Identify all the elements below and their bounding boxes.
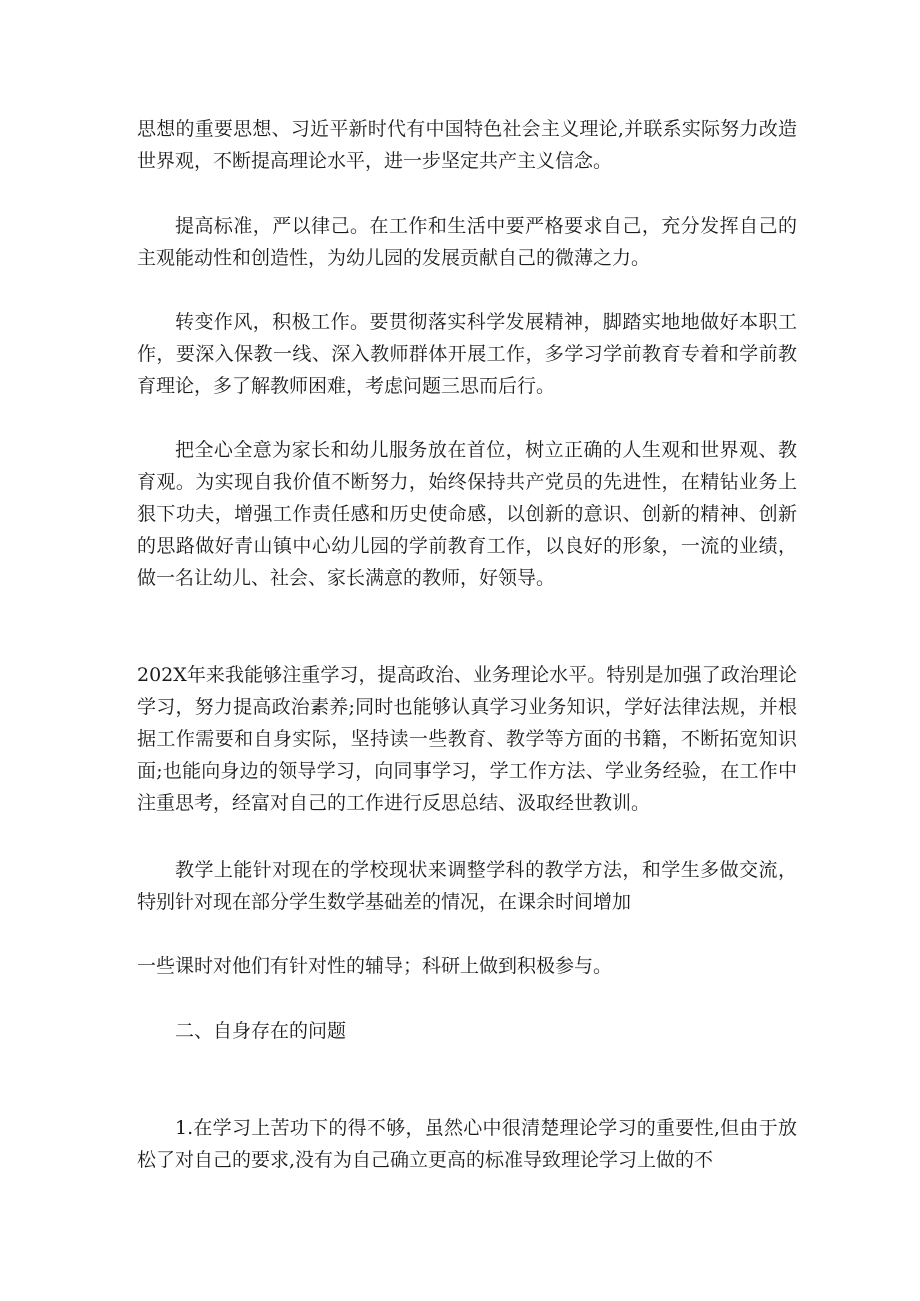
paragraph-7: 一些课时对他们有针对性的辅导；科研上做到积极参与。 bbox=[137, 955, 613, 977]
paragraph-4: 把全心全意为家长和幼儿服务放在首位，树立正确的人生观和世界观、教育观。为实现自我价值不断努力，始终保持共产党员的先进性，在精钻业务上狠下功夫，增强工作责任感和历史使命感，以创新的意识、创新的精神、创新的思路做好青山镇中心幼儿园的学前教育工作，以良好的形象，一流的业绩，做一名让幼儿、社会、家长满意的教师，好领导。 bbox=[137, 439, 797, 589]
paragraph-6: 教学上能针对现在的学校现状来调整学科的教学方法，和学生多做交流，特别针对现在部分学生数学基础差的情况，在课余时间增加 bbox=[137, 859, 797, 913]
section-heading: 二、自身存在的问题 bbox=[175, 1020, 347, 1042]
paragraph-2: 提高标准，严以律己。在工作和生活中要严格要求自己，充分发挥自己的主观能动性和创造性，为幼儿园的发展贡献自己的微薄之力。 bbox=[137, 215, 797, 269]
paragraph-1: 思想的重要思想、习近平新时代有中国特色社会主义理论,并联系实际努力改造世界观，不断提高理论水平，进一步坚定共产主义信念。 bbox=[137, 118, 797, 172]
paragraph-3: 转变作风，积极工作。要贯彻落实科学发展精神，脚踏实地地做好本职工作，要深入保教一线、深入教师群体开展工作，多学习学前教育专着和学前教育理论，多了解教师困难，考虑问题三思而后行。 bbox=[137, 311, 797, 397]
paragraph-5: 202X年来我能够注重学习，提高政治、业务理论水平。特别是加强了政治理论学习，努力提高政治素养;同时也能够认真学习业务知识，学好法律法规，并根据工作需要和自身实际，坚持读一些教育、教学等方面的书籍，不断拓宽知识面;也能向身边的领导学习，向同事学习，学工作方法、学业务经验，在工作中注重思考，经富对自己的工作进行反思总结、汲取经世教训。 bbox=[137, 664, 797, 814]
paragraph-8: 1.在学习上苦功下的得不够，虽然心中很清楚理论学习的重要性,但由于放松了对自己的要求,没有为自己确立更高的标准导致理论学习上做的不 bbox=[137, 1117, 797, 1171]
